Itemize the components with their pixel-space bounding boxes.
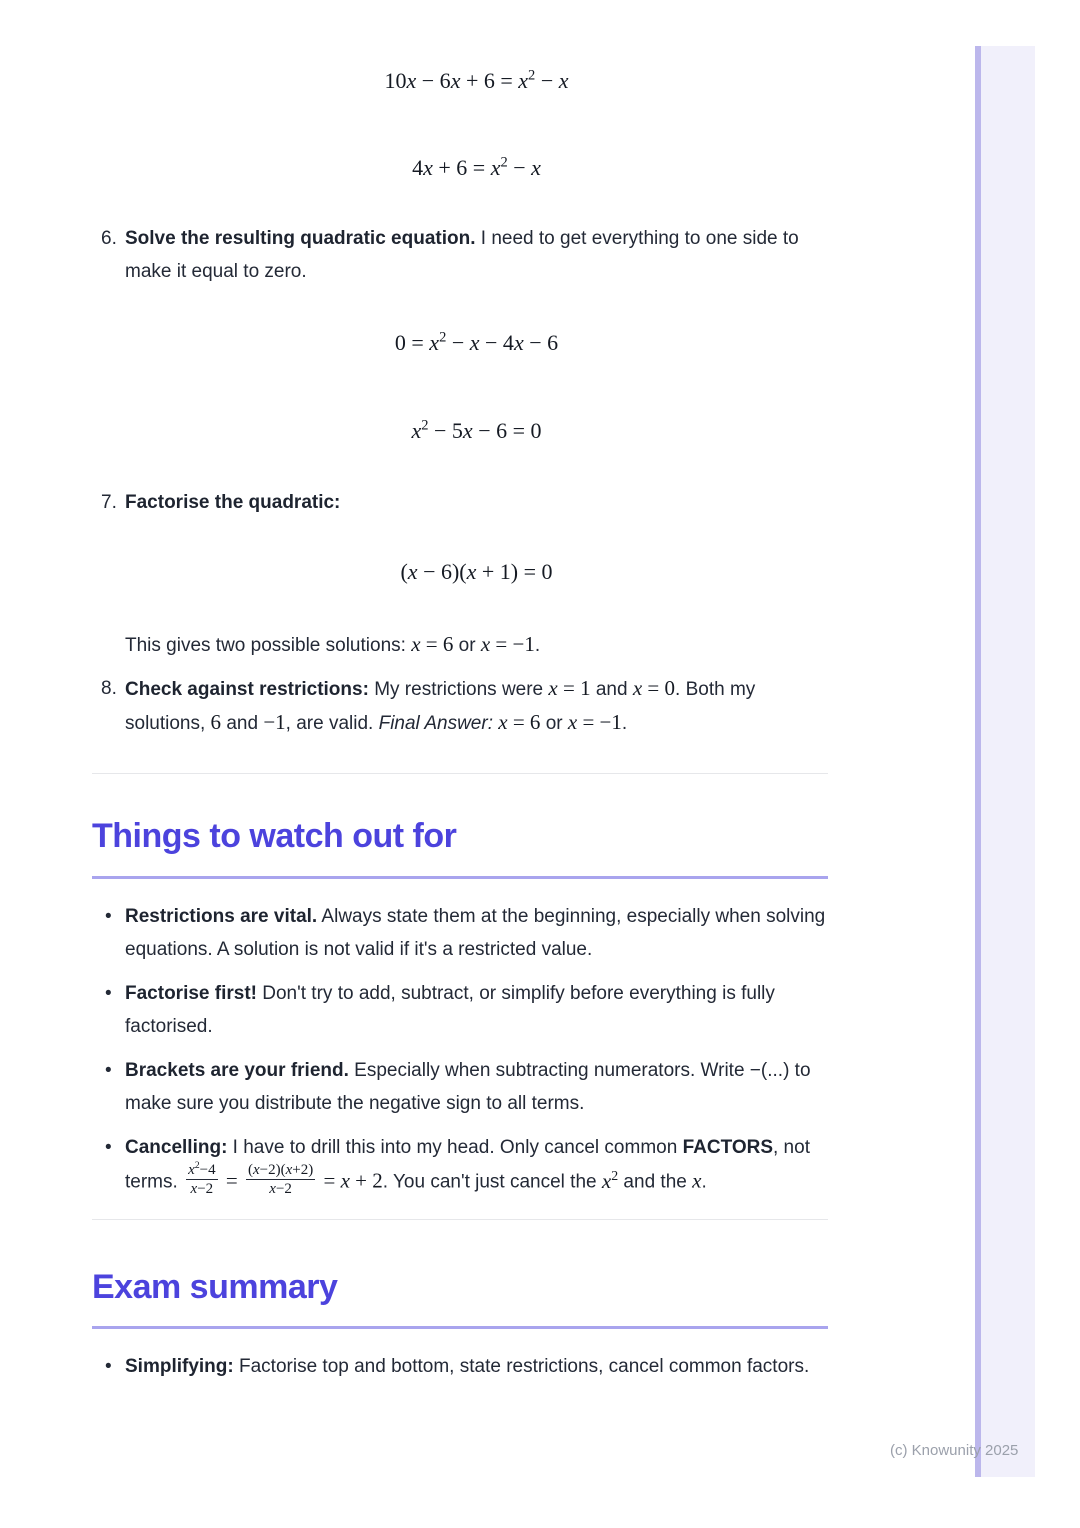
- bullet-text: Especially when subtracting numerators. Write −(...) to make sure you distribute the negative sign to all terms.: [125, 1060, 811, 1114]
- step-number: 6.: [101, 228, 117, 249]
- solutions-line: [125, 628, 828, 662]
- bullet-text: .: [701, 1171, 707, 1193]
- step-lead: Factorise the quadratic:: [125, 492, 341, 513]
- numerator: $x^2-4$: [188, 1160, 216, 1178]
- bullet-lead: Brackets are your friend.: [125, 1060, 349, 1081]
- bullet-text: Always state them at the beginning, especially when solving equations. A solution is not valid if it's a restricted value.: [125, 906, 826, 960]
- bullet-lead: Factorise first!: [125, 983, 257, 1004]
- section-divider: [92, 1219, 828, 1220]
- bullet-marker: •: [105, 906, 112, 927]
- step-item-6: [92, 222, 828, 288]
- inline-math: x + 2: [340, 1168, 383, 1193]
- step-lead: Solve the resulting quadratic equation.: [125, 228, 476, 249]
- step-body-text: I need to get everything to one side to make it equal to zero.: [125, 228, 799, 282]
- bullet-bold: FACTORS: [682, 1137, 773, 1158]
- fraction: [246, 1161, 315, 1198]
- step-body-text: and: [590, 679, 633, 700]
- content-column: [92, 0, 828, 1394]
- exam-summary-list: [92, 1350, 828, 1383]
- section-title-exam-summary: Exam summary: [92, 1268, 338, 1306]
- inline-math: −1: [263, 710, 286, 734]
- bullet-lead: Cancelling:: [125, 1137, 228, 1158]
- list-item-text: [125, 1054, 828, 1120]
- inline-math: x = 6: [498, 710, 541, 734]
- step-body-text: or: [540, 713, 568, 734]
- inline-math: x: [692, 1168, 702, 1193]
- list-item-text: [125, 977, 828, 1043]
- denominator: x−2: [190, 1181, 214, 1197]
- bullet-text: and the: [618, 1171, 693, 1193]
- page-edge-panel: [975, 46, 1035, 1477]
- step-text: [125, 486, 828, 519]
- step-number: 8.: [101, 678, 117, 699]
- bullet-marker: •: [105, 1356, 112, 1377]
- list-item-text: [125, 1131, 828, 1201]
- step-text: [125, 222, 828, 288]
- inline-math: x = −1: [480, 632, 535, 656]
- section-title-watch-out: Things to watch out for: [92, 817, 457, 855]
- inline-math: =: [220, 1168, 243, 1193]
- bullet-text: I have to drill this into my head. Only cancel common: [227, 1137, 683, 1158]
- step-item-7: [92, 486, 828, 519]
- equation: (x − 6)(x + 1) = 0: [400, 559, 553, 584]
- bullet-marker: •: [105, 1137, 112, 1158]
- list-item: [92, 977, 828, 1043]
- fraction: [186, 1161, 218, 1198]
- inline-math: x = −1: [567, 710, 622, 734]
- bullet-marker: •: [105, 1060, 112, 1081]
- denominator: x−2: [269, 1181, 292, 1197]
- equation: $x^2 - 5x - 6 = 0$: [411, 417, 542, 443]
- equation: $4x + 6 = x^2 - x$: [412, 154, 541, 180]
- heading-underline: [92, 1326, 828, 1329]
- inline-math: $x^2$: [601, 1167, 619, 1193]
- final-answer-label: Final Answer:: [378, 713, 493, 734]
- bullet-lead: Restrictions are vital.: [125, 906, 318, 927]
- bullet-text: Don't try to add, subtract, or simplify before everything is fully factorised.: [125, 983, 775, 1037]
- bullet-text: . You can't just cancel the: [382, 1171, 602, 1193]
- section-divider: [92, 773, 828, 774]
- list-item: [92, 1054, 828, 1120]
- step-body-text: . Both my solutions,: [125, 679, 756, 734]
- equation: $0 = x^2 - x - 4x - 6$: [394, 329, 559, 355]
- copyright-text: (c) Knowunity 2025: [890, 1442, 1019, 1459]
- solutions-or: or: [453, 635, 481, 656]
- bullet-text: , not terms.: [125, 1137, 810, 1193]
- inline-math: x = 1: [548, 676, 591, 700]
- solutions-end: .: [534, 635, 541, 656]
- watch-out-list: [92, 900, 828, 1201]
- step-body-text: .: [621, 713, 628, 734]
- inline-math: x = 0: [632, 676, 676, 700]
- heading-underline: [92, 876, 828, 879]
- bullet-marker: •: [105, 983, 112, 1004]
- list-item: [92, 900, 828, 966]
- step-lead: Check against restrictions:: [125, 679, 369, 700]
- bullet-lead: Simplifying:: [125, 1356, 234, 1377]
- list-item-text: [125, 1350, 828, 1383]
- step-body-text: and: [221, 713, 264, 734]
- step-body-text: , are valid.: [285, 713, 379, 734]
- step-number: 7.: [101, 492, 117, 513]
- numerator: (x−2)(x+2): [247, 1162, 314, 1178]
- equation: $10x - 6x + 6 = x^2 - x$: [384, 67, 569, 93]
- inline-math: =: [318, 1168, 341, 1193]
- inline-math: 6: [210, 710, 222, 734]
- list-item: [92, 1350, 828, 1383]
- solutions-text: This gives two possible solutions:: [125, 635, 412, 656]
- step-item-8: [92, 672, 828, 740]
- inline-math: x = 6: [411, 632, 454, 656]
- list-item-text: [125, 900, 828, 966]
- list-item: [92, 1131, 828, 1201]
- bullet-text: Factorise top and bottom, state restrictions, cancel common factors.: [233, 1356, 810, 1377]
- step-body-text: My restrictions were: [368, 679, 549, 700]
- step-text: [125, 672, 828, 740]
